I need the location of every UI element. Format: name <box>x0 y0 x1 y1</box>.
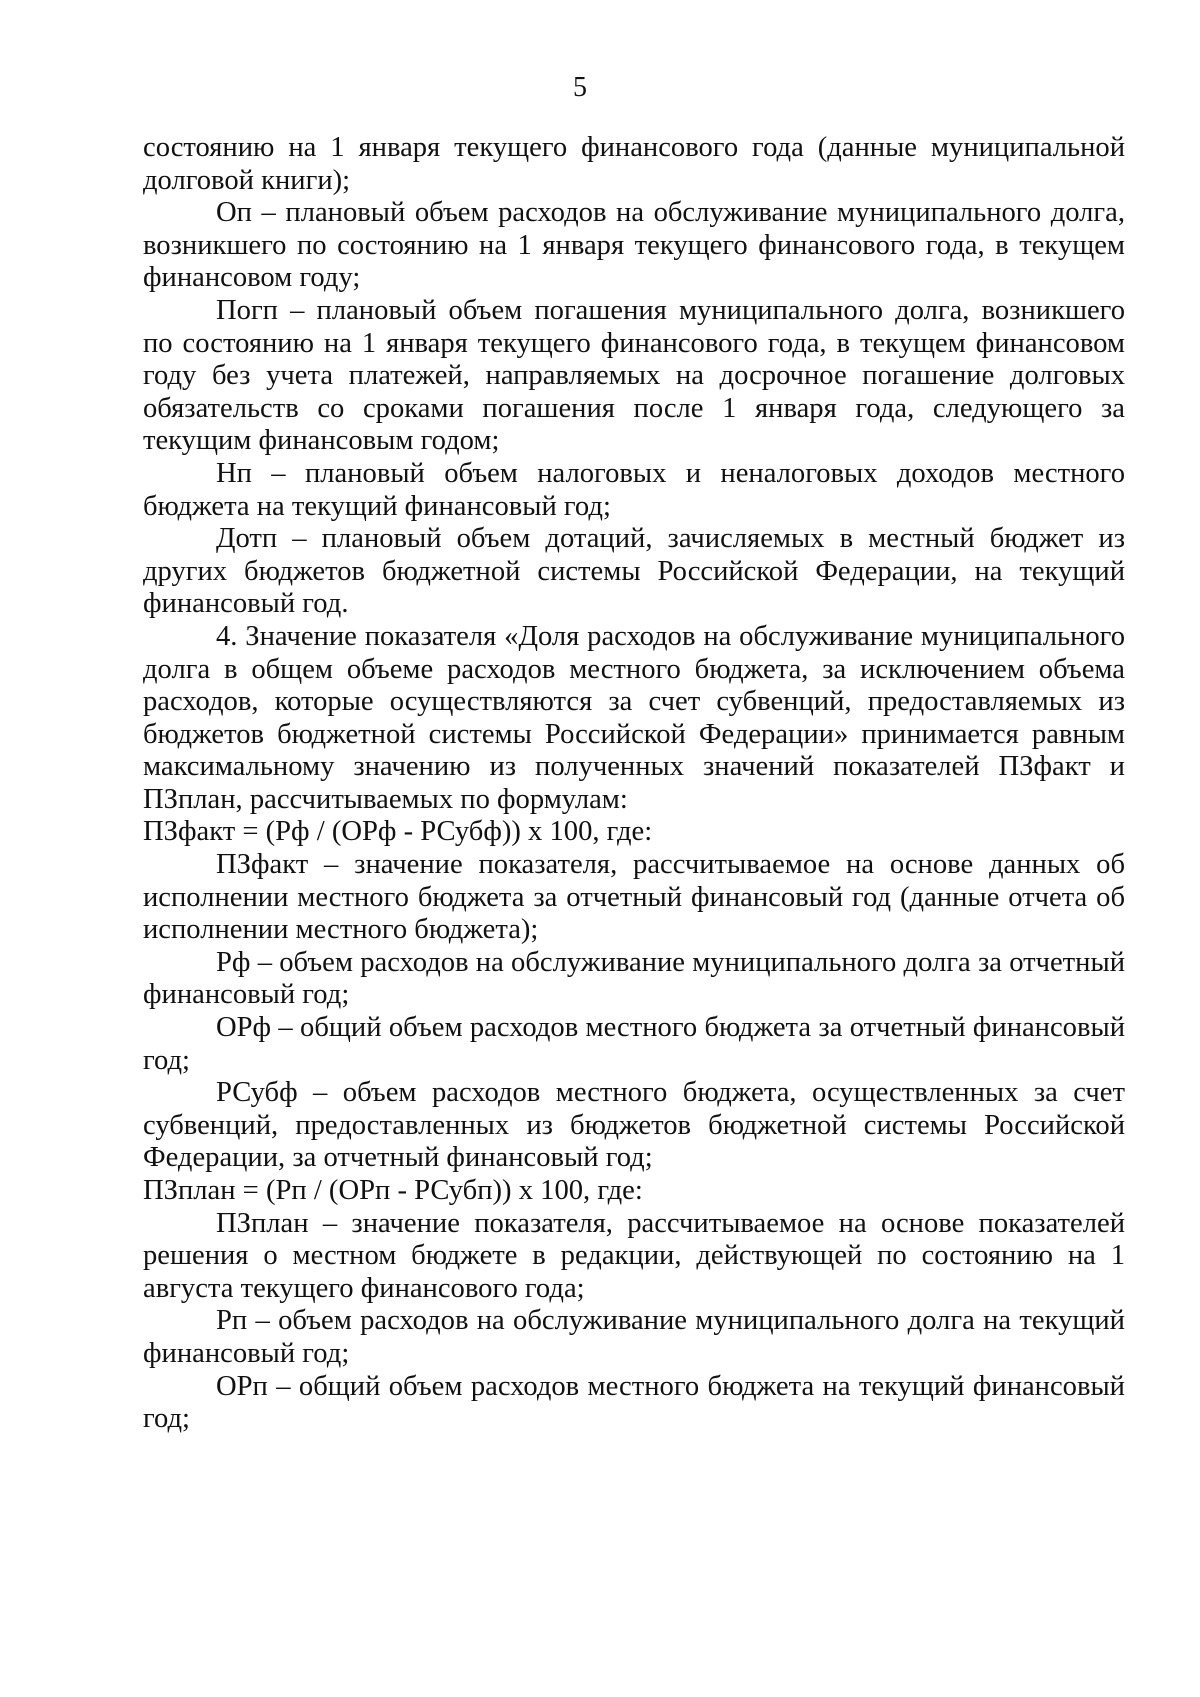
paragraph-rsubf-def: РСубф – объем расходов местного бюджета, осуществленных за счет субвенций, предоставленных из бюджетов бюджетной системы Российской Федерации, за отчетный финансовый год; <box>143 1077 1125 1174</box>
paragraph-rp-def: Рп – объем расходов на обслуживание муниципального долга на текущий финансовый год; <box>143 1305 1125 1369</box>
paragraph-item-4: 4. Значение показателя «Доля расходов на обслуживание муниципального долга в общем объеме расходов местного бюджета, за исключением объема расходов, которые осуществляются за счет субвенций, предоставляемых из бюджетов бюджетной системы Российской Федерации» принимается равным максимальному значению из полученных значений показателей ПЗфакт и ПЗплан, рассчитываемых по формулам: <box>143 620 1125 815</box>
formula-pz-fakt: ПЗфакт = (Рф / (ОРф - РСубф)) х 100, где: <box>143 816 653 848</box>
paragraph-pz-fakt-def: ПЗфакт – значение показателя, рассчитываемое на основе данных об исполнении местного бюджета за отчетный финансовый год (данные отчета об исполнении местного бюджета); <box>143 849 1125 946</box>
paragraph-op: Оп – плановый объем расходов на обслуживание муниципального долга, возникшего по состоянию на 1 января текущего финансового года, в текущем финансовом году; <box>143 197 1125 294</box>
paragraph-dotp: Дотп – плановый объем дотаций, зачисляемых в местный бюджет из других бюджетов бюджетной системы Российской Федерации, на текущий финансовый год. <box>143 523 1125 620</box>
document-body <box>143 132 1125 1436</box>
formula-pz-plan: ПЗплан = (Рп / (ОРп - РСубп)) х 100, где: <box>143 1175 643 1206</box>
page-number: 5 <box>573 72 587 103</box>
paragraph-continuation: состоянию на 1 января текущего финансового года (данные муниципальной долговой книги); <box>143 132 1125 196</box>
paragraph-pogp: Погп – плановый объем погашения муниципального долга, возникшего по состоянию на 1 января текущего финансового года, в текущем финансовом году без учета платежей, направляемых на досрочное погашение долговых обязательств со сроками погашения после 1 января года, следующего за текущим финансовым годом; <box>143 294 1125 457</box>
paragraph-rf-def: Рф – объем расходов на обслуживание муниципального долга за отчетный финансовый год; <box>143 946 1125 1011</box>
paragraph-np: Нп – плановый объем налоговых и неналоговых доходов местного бюджета на текущий финансовый год; <box>143 457 1125 522</box>
paragraph-pz-plan-def: ПЗплан – значение показателя, рассчитываемое на основе показателей решения о местном бюджете в редакции, действующей по состоянию на 1 августа текущего финансового года; <box>143 1207 1125 1304</box>
paragraph-orp-def: ОРп – общий объем расходов местного бюджета на текущий финансовый год; <box>143 1370 1125 1435</box>
paragraph-orf-def: ОРф – общий объем расходов местного бюджета за отчетный финансовый год; <box>143 1012 1125 1076</box>
